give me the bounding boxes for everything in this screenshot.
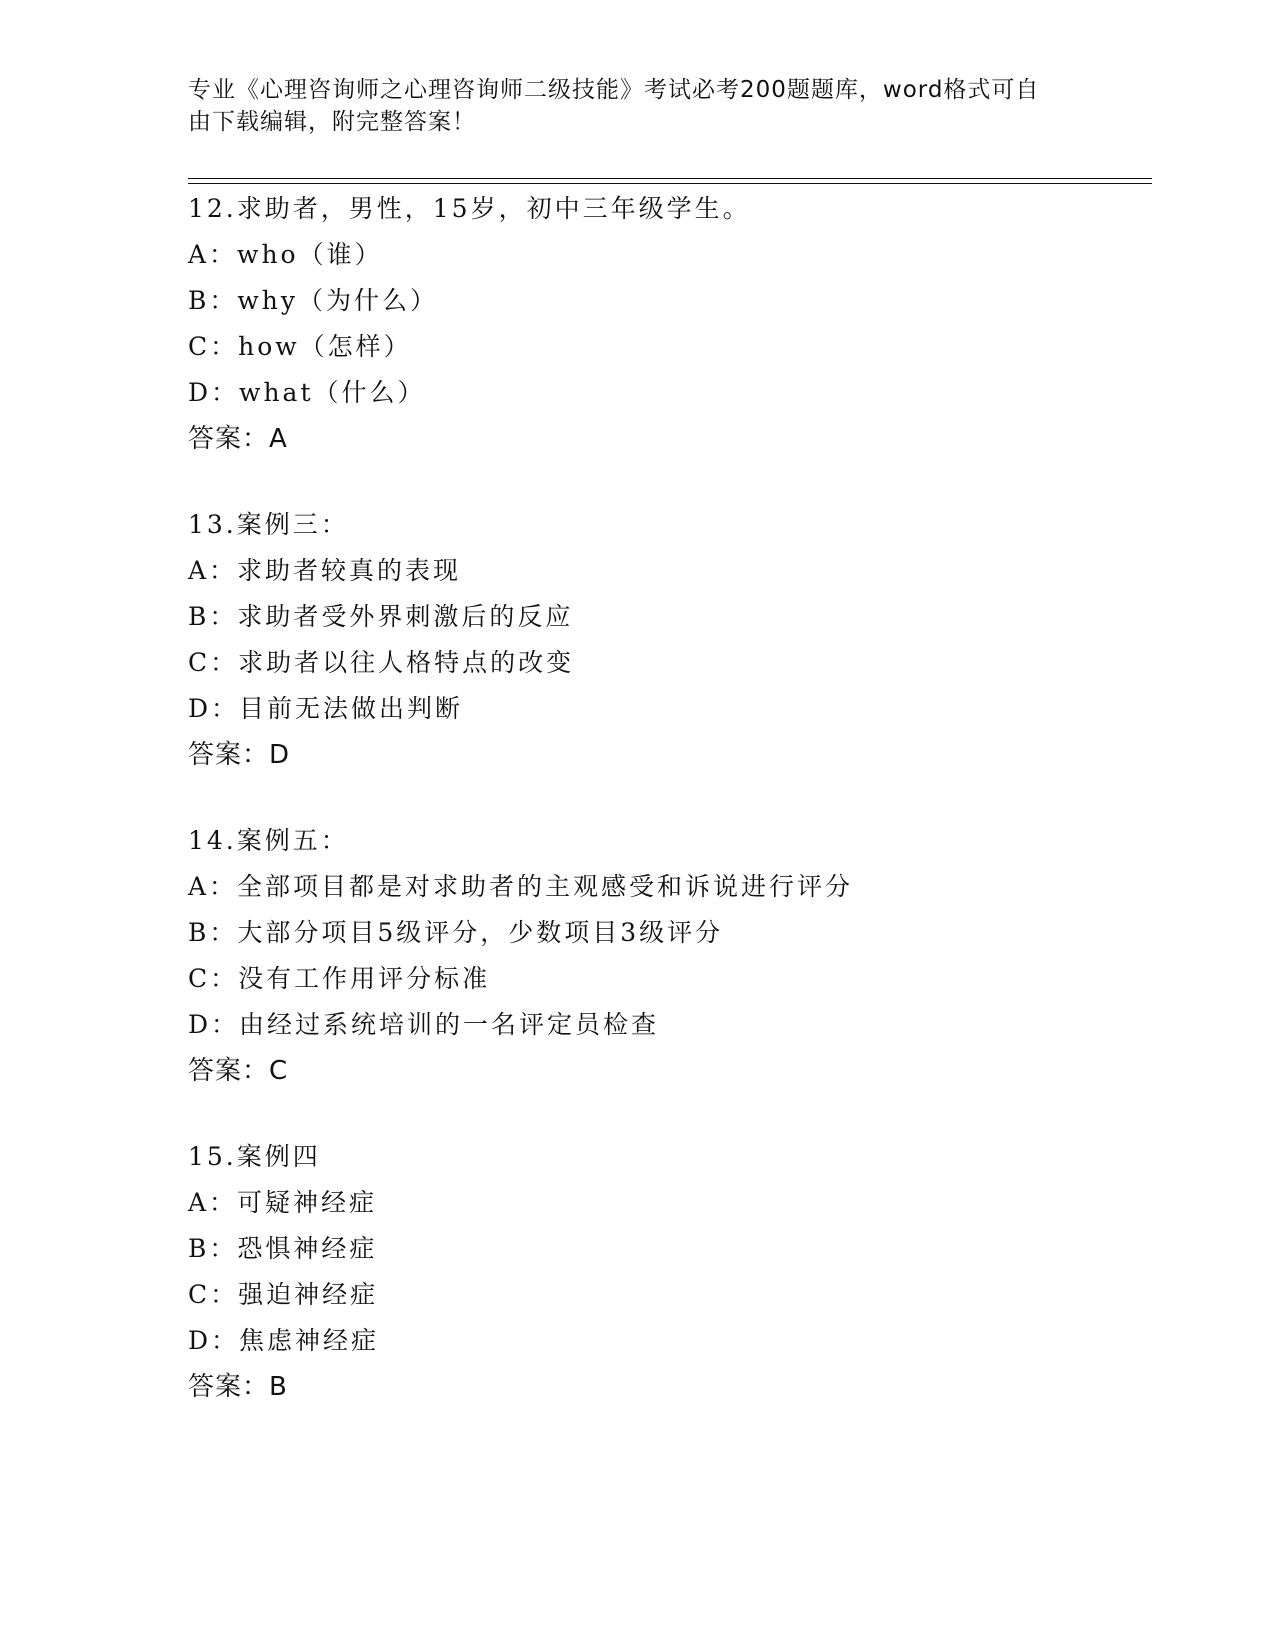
option-c: C：求助者以往人格特点的改变	[188, 648, 575, 677]
header-line-2: 由下载编辑，附完整答案！	[188, 109, 476, 135]
option-c: C：强迫神经症	[188, 1280, 379, 1309]
option-b: B：恐惧神经症	[188, 1234, 378, 1263]
option-d: D：由经过系统培训的一名评定员检查	[188, 1010, 660, 1039]
option-c: C：没有工作用评分标准	[188, 964, 491, 993]
question-stem: 14.案例五：	[188, 826, 349, 855]
question-15	[188, 1134, 1148, 1410]
option-c: C：how（怎样）	[188, 332, 412, 361]
option-a: A：可疑神经症	[188, 1188, 378, 1217]
option-a: A：求助者较真的表现	[188, 556, 462, 585]
answer-label: 答案：D	[188, 740, 291, 770]
option-a: A：全部项目都是对求助者的主观感受和诉说进行评分	[188, 872, 854, 901]
answer-label: 答案：C	[188, 1056, 289, 1086]
question-13	[188, 502, 1148, 778]
question-12	[188, 186, 1148, 462]
header-line-1: 专业《心理咨询师之心理咨询师二级技能》考试必考200题题库，word格式可自	[188, 77, 1040, 103]
option-b: B：why（为什么）	[188, 286, 438, 315]
header-divider-top	[188, 178, 1152, 179]
header-divider-bottom	[188, 183, 1152, 184]
option-d: D：what（什么）	[188, 378, 426, 407]
option-b: B：大部分项目5级评分，少数项目3级评分	[188, 918, 724, 947]
question-14	[188, 818, 1148, 1094]
document-header	[188, 74, 1088, 138]
option-b: B：求助者受外界刺激后的反应	[188, 602, 574, 631]
answer-label: 答案：A	[188, 424, 288, 454]
question-stem: 15.案例四	[188, 1142, 321, 1171]
option-d: D：目前无法做出判断	[188, 694, 464, 723]
option-d: D：焦虑神经症	[188, 1326, 380, 1355]
question-stem: 12.求助者，男性，15岁，初中三年级学生。	[188, 194, 751, 223]
answer-label: 答案：B	[188, 1372, 288, 1402]
option-a: A：who（谁）	[188, 240, 383, 269]
question-stem: 13.案例三：	[188, 510, 349, 539]
